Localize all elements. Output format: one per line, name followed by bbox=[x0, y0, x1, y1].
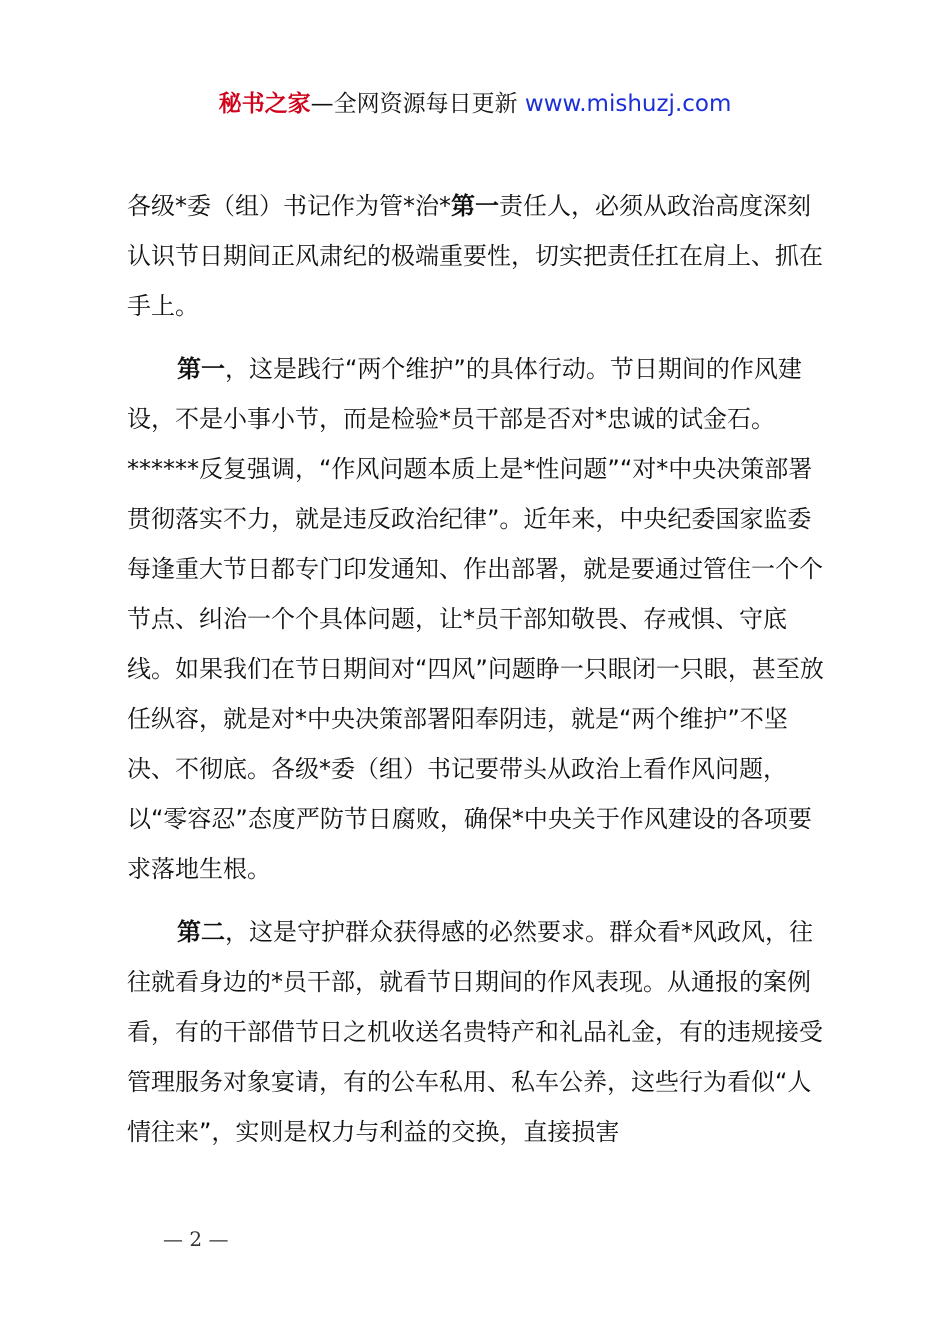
paragraph-second-point bbox=[127, 907, 827, 1157]
site-header bbox=[0, 86, 950, 122]
page-number: — 2 — bbox=[163, 1227, 229, 1251]
emphasis-text: 第一 bbox=[451, 192, 499, 220]
paragraph-text: ，这是践行“两个维护”的具体行动。节日期间的作风建设，不是小事小节，而是检验*员干部是否对*忠诚的试金石。******反复强调，“作风问题本质上是*性问题”“对*中央决策部署贯彻落实不力，就是违反政治纪律”。近年来，中央纪委国家监委每逢重大节日都专门印发通知、作出部署，就是要通过管住一个个节点、纠治一个个具体问题，让*员干部知敬畏、存戒惧、守底线。如果我们在节日期间对“四风”问题睁一只眼闭一只眼，甚至放任纵容，就是对*中央决策部署阳奉阴违，就是“两个维护”不坚决、不彻底。各级*委（组）书记要带头从政治上看作风问题，以“零容忍”态度严防节日腐败，确保*中央关于作风建设的各项要求落地生根。 bbox=[127, 355, 824, 883]
point-heading: 第一 bbox=[177, 355, 225, 383]
document-body bbox=[127, 181, 827, 1157]
paragraph-text: 责任人，必须从政治高度深刻认识节日期间正风肃纪的极端重要性，切实把责任扛在肩上、抓在手上。 bbox=[127, 192, 823, 320]
paragraph-text: ，这是守护群众获得感的必然要求。群众看*风政风，往往就看身边的*员干部，就看节日期间的作风表现。从通报的案例看，有的干部借节日之机收送名贵特产和礼品礼金，有的违规接受管理服务对象宴请，有的公车私用、私车公养，这些行为看似“人情往来”，实则是权力与利益的交换，直接损害 bbox=[127, 918, 823, 1146]
site-url-link[interactable]: www.mishuzj.com bbox=[524, 91, 732, 117]
header-tagline: —全网资源每日更新 bbox=[310, 91, 518, 117]
paragraph-intro bbox=[127, 181, 827, 331]
paragraph-first-point bbox=[127, 344, 827, 894]
point-heading: 第二 bbox=[177, 918, 225, 946]
paragraph-text: 各级*委（组）书记作为管*治* bbox=[127, 192, 451, 220]
brand-name: 秘书之家 bbox=[218, 91, 311, 117]
